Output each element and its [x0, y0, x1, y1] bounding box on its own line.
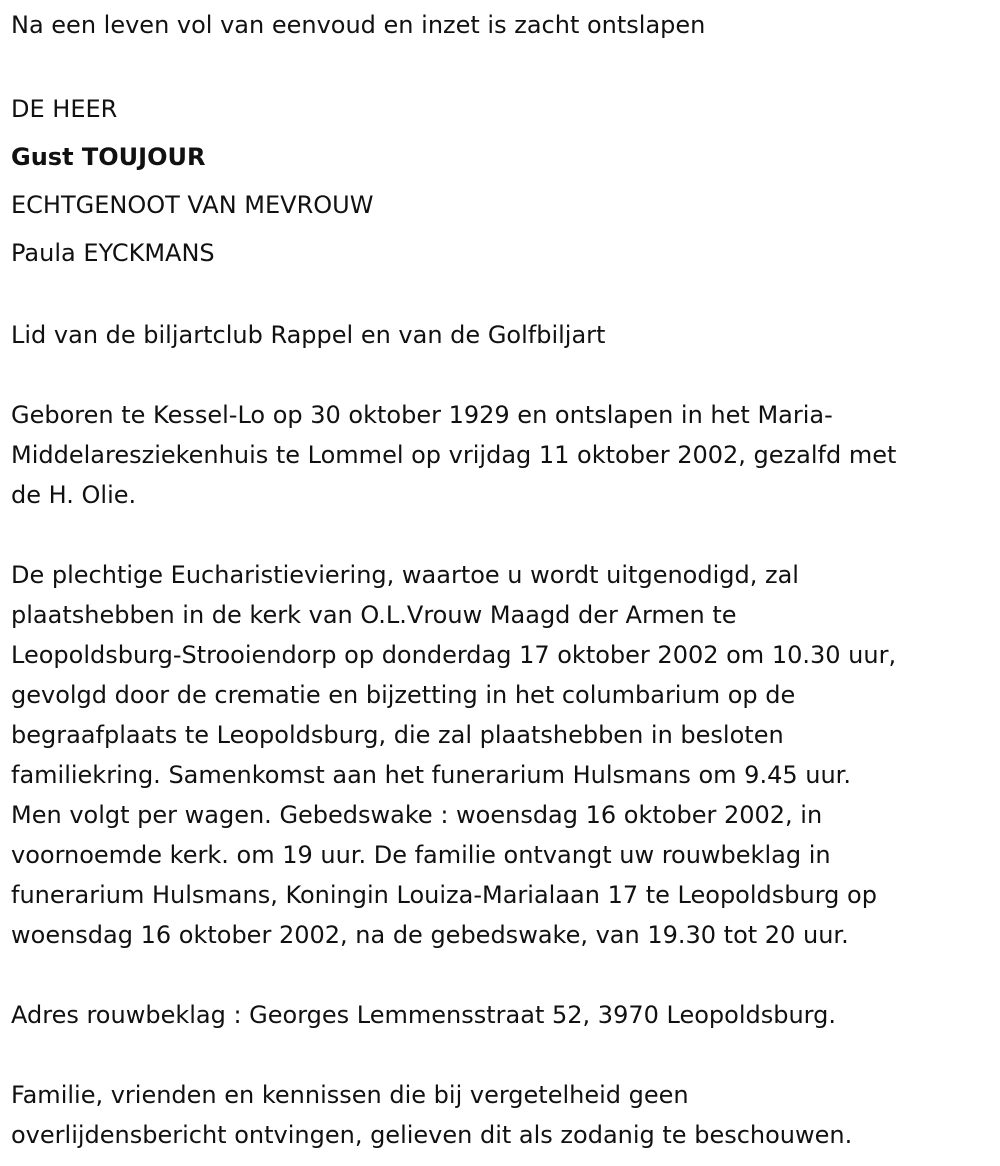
- paragraph-line: plaatshebben in de kerk van O.L.Vrouw Maagd der Armen te: [11, 601, 737, 629]
- birth-death-paragraph: [11, 395, 996, 515]
- honorific-title: DE HEER: [11, 95, 118, 123]
- paragraph-line: Middelaresziekenhuis te Lommel op vrijdag 11 oktober 2002, gezalfd met: [11, 441, 897, 469]
- spacer: [11, 355, 996, 395]
- paragraph-line: Geboren te Kessel-Lo op 30 oktober 1929 en ontslapen in het Maria-: [11, 401, 833, 429]
- paragraph-line: Leopoldsburg-Strooiendorp op donderdag 17 oktober 2002 om 10.30 uur,: [11, 641, 897, 669]
- paragraph-line: De plechtige Eucharistieviering, waartoe u wordt uitgenodigd, zal: [11, 561, 799, 589]
- paragraph-line: woensdag 16 oktober 2002, na de gebedswake, van 19.30 tot 20 uur.: [11, 921, 849, 949]
- spacer: [11, 955, 996, 995]
- spacer: [11, 277, 996, 315]
- spacer: [11, 1035, 996, 1075]
- membership-text: Lid van de biljartclub Rappel en van de Golfbiljart: [11, 321, 606, 349]
- spacer: [11, 515, 996, 555]
- paragraph-line: familiekring. Samenkomst aan het funerarium Hulsmans om 9.45 uur.: [11, 761, 851, 789]
- paragraph-line: funerarium Hulsmans, Koningin Louiza-Marialaan 17 te Leopoldsburg op: [11, 881, 877, 909]
- relation-text: ECHTGENOOT VAN MEVROUW: [11, 191, 374, 219]
- obituary-notice: [11, 0, 996, 1155]
- intro-text: Na een leven vol van eenvoud en inzet is zacht ontslapen: [11, 11, 706, 39]
- paragraph-line: voornoemde kerk. om 19 uur. De familie ontvangt uw rouwbeklag in: [11, 841, 831, 869]
- spouse-name: Paula EYCKMANS: [11, 239, 215, 267]
- deceased-name: Gust TOUJOUR: [11, 143, 206, 171]
- paragraph-line: overlijdensbericht ontvingen, gelieven dit als zodanig te beschouwen.: [11, 1121, 853, 1149]
- ceremony-paragraph: [11, 555, 996, 955]
- condolence-address: Adres rouwbeklag : Georges Lemmensstraat 52, 3970 Leopoldsburg.: [11, 1001, 836, 1029]
- paragraph-line: Men volgt per wagen. Gebedswake : woensdag 16 oktober 2002, in: [11, 801, 823, 829]
- closing-paragraph: [11, 1075, 996, 1155]
- paragraph-line: gevolgd door de crematie en bijzetting in het columbarium op de: [11, 681, 796, 709]
- paragraph-line: Familie, vrienden en kennissen die bij vergetelheid geen: [11, 1081, 689, 1109]
- spacer: [11, 45, 996, 85]
- paragraph-line: de H. Olie.: [11, 481, 137, 509]
- paragraph-line: begraafplaats te Leopoldsburg, die zal plaatshebben in besloten: [11, 721, 784, 749]
